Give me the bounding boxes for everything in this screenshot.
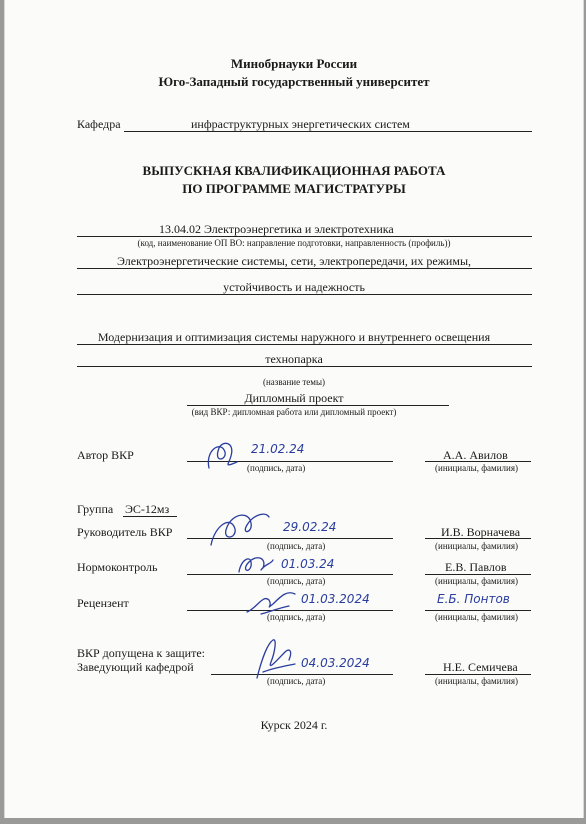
normcontrol-name: Е.В. Павлов — [445, 560, 507, 574]
reviewer-date: 01.03.2024 — [301, 592, 370, 606]
work-type-value: Дипломный проект — [244, 391, 344, 405]
theme-line2: технопарка — [265, 352, 323, 366]
head-name-caption: (инициалы, фамилия) — [435, 676, 518, 686]
head-label: Заведующий кафедрой — [77, 660, 194, 674]
program-caption: (код, наименование ОП ВО: направление подготовки, направленность (профиль)) — [137, 238, 451, 248]
city-year: Курск 2024 г. — [260, 718, 328, 732]
work-title-line2: ПО ПРОГРАММЕ МАГИСТРАТУРЫ — [182, 181, 406, 196]
profile-line1: Электроэнергетические системы, сети, электропередачи, их режимы, — [116, 254, 472, 268]
supervisor-date: 29.02.24 — [283, 520, 337, 534]
supervisor-name: И.В. Ворначева — [441, 525, 521, 539]
supervisor-signature — [205, 505, 275, 553]
work-title-line1: ВЫПУСКНАЯ КВАЛИФИКАЦИОННАЯ РАБОТА — [142, 163, 446, 178]
reviewer-name-line — [425, 610, 531, 611]
normcontrol-label: Нормоконтроль — [77, 560, 158, 574]
head-sign-line — [211, 674, 393, 675]
department-value: инфраструктурных энергетических систем — [191, 117, 410, 131]
work-type-caption: (вид ВКР: дипломная работа или дипломный проект) — [191, 407, 397, 417]
normcontrol-date: 01.03.24 — [281, 557, 335, 571]
reviewer-handwritten-name: Е.Б. Понтов — [437, 592, 510, 606]
supervisor-label: Руководитель ВКР — [77, 525, 173, 539]
reviewer-label: Рецензент — [77, 596, 129, 610]
reviewer-sign-caption: (подпись, дата) — [267, 612, 326, 622]
theme-caption: (название темы) — [262, 377, 326, 387]
university-title: Юго-Западный государственный университет — [158, 74, 430, 89]
department-label: Кафедра — [77, 117, 121, 131]
head-sign-caption: (подпись, дата) — [267, 676, 326, 686]
author-name: А.А. Авилов — [443, 448, 508, 462]
theme-line1: Модернизация и оптимизация системы наружного и внутреннего освещения — [97, 330, 491, 344]
reviewer-name-caption: (инициалы, фамилия) — [435, 612, 518, 622]
supervisor-sign-caption: (подпись, дата) — [267, 541, 326, 551]
admission-label: ВКР допущена к защите: — [77, 646, 205, 660]
author-name-caption: (инициалы, фамилия) — [435, 463, 518, 473]
author-signature — [201, 438, 241, 474]
author-date: 21.02.24 — [251, 442, 305, 456]
normcontrol-sign-caption: (подпись, дата) — [267, 576, 326, 586]
supervisor-name-caption: (инициалы, фамилия) — [435, 541, 518, 551]
group-value: ЭС-12мз — [125, 502, 170, 516]
group-label: Группа — [77, 502, 114, 516]
normcontrol-sign-line — [187, 574, 393, 575]
normcontrol-signature — [233, 550, 275, 578]
normcontrol-name-caption: (инициалы, фамилия) — [435, 576, 518, 586]
ministry-title: Минобрнауки России — [230, 56, 358, 71]
profile-line2: устойчивость и надежность — [223, 280, 365, 294]
program-code: 13.04.02 Электроэнергетика и электротехника — [159, 222, 394, 236]
document-page — [4, 0, 584, 818]
head-signature — [249, 632, 299, 682]
head-date: 04.03.2024 — [301, 656, 370, 670]
author-label: Автор ВКР — [77, 448, 134, 462]
author-sign-caption: (подпись, дата) — [247, 463, 306, 473]
head-name: Н.Е. Семичева — [443, 660, 518, 674]
